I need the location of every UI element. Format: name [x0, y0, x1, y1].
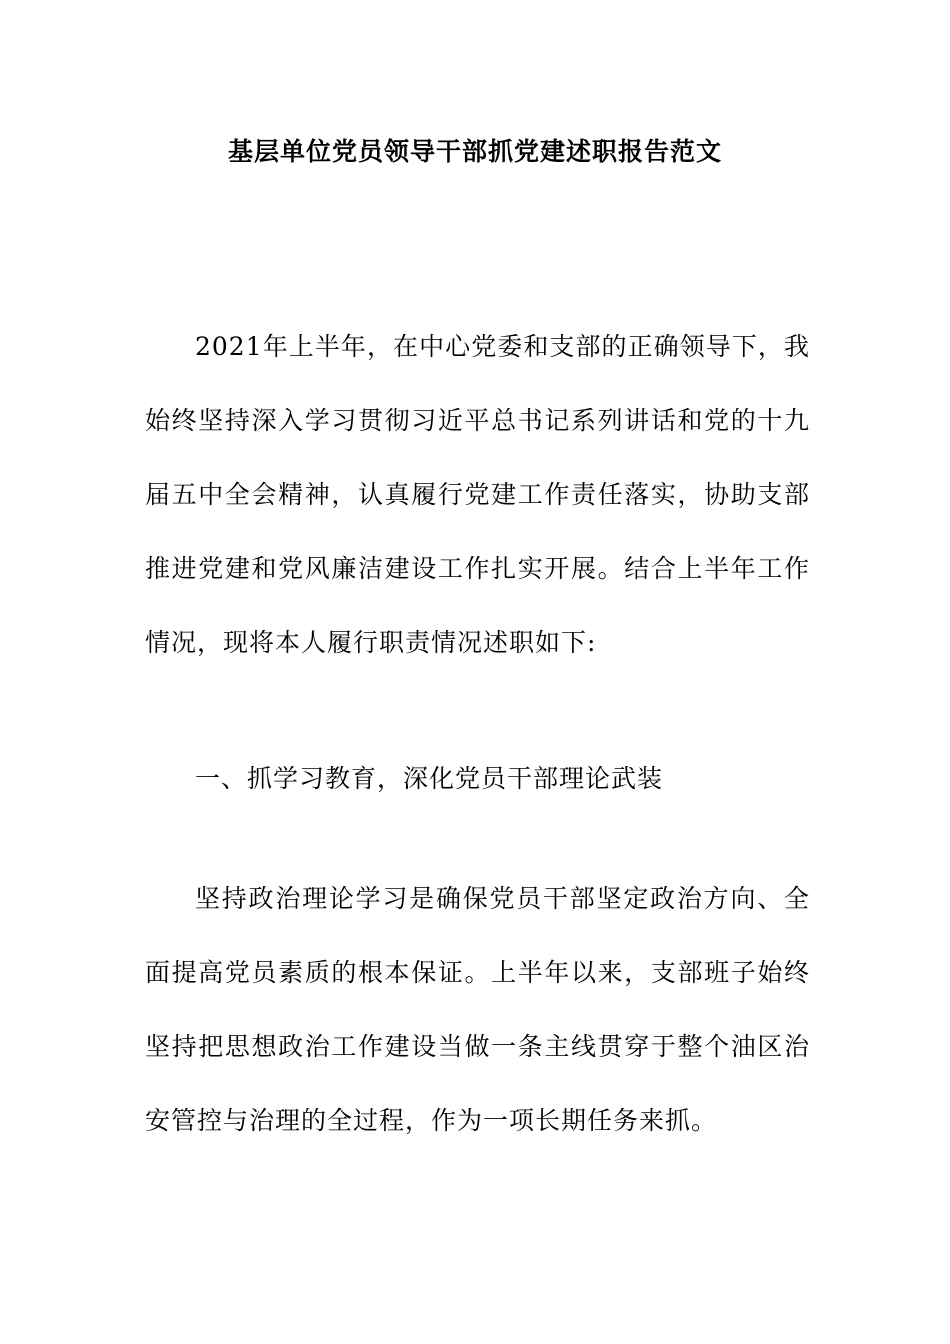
paragraph-intro: 2021年上半年，在中心党委和支部的正确领导下，我始终坚持深入学习贯彻习近平总书记系列讲话和党的十九届五中全会精神，认真履行党建工作责任落实，协助支部推进党建和党风廉洁建设工作扎实开展。结合上半年工作情况，现将本人履行职责情况述职如下:: [145, 332, 810, 657]
section-heading-1: 一、抓学习教育，深化党员干部理论武装: [195, 764, 664, 793]
paragraph-section-1: 坚持政治理论学习是确保党员干部坚定政治方向、全面提高党员素质的根本保证。上半年以来，支部班子始终坚持把思想政治工作建设当做一条主线贯穿于整个油区治安管控与治理的全过程，作为一项长期任务来抓。: [145, 884, 810, 1135]
document-title: 基层单位党员领导干部抓党建述职报告范文: [227, 137, 722, 166]
